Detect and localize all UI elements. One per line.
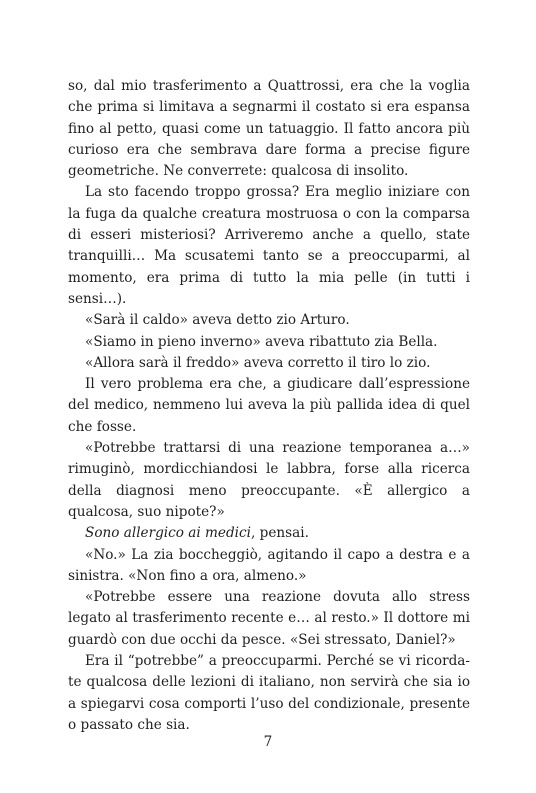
paragraph: «Siamo in pieno inverno» aveva ribattuto zia Bella. — [85, 333, 438, 350]
paragraph: «Potrebbe trattarsi di una reazione temporanea a…» rimuginò, mordicchiandosi le labbra, forse alla ricerca della diagnosi meno preoccupante. «È allergico a qualcosa, suo nipote?» — [68, 440, 470, 520]
italic-thought: Sono allergico ai medici — [85, 525, 251, 542]
paragraph: Il vero problema era che, a giudicare dall’espressione del medico, nemmeno lui aveva la più pallida idea di quel che fosse. — [68, 376, 470, 435]
thought-tail: , pensai. — [251, 525, 309, 542]
paragraph: «Sarà il caldo» aveva detto zio Arturo. — [85, 312, 350, 329]
paragraph: La sto facendo troppo grossa? Era meglio iniziare con la fuga da qualche creatura mostruosa o con la comparsa di esseri misteriosi? Arriveremo anche a quello, state tranquilli… Ma scusatemi tanto se a preoccuparmi, al momento, era prima di tutto la mia pelle (in tutti i sensi…). — [68, 184, 470, 307]
page-number: 7 — [263, 734, 273, 750]
paragraph: «Allora sarà il freddo» aveva corretto il tiro lo zio. — [85, 354, 431, 371]
paragraph: Era il “potrebbe” a preoccuparmi. Perché se vi ricordate qualcosa delle lezioni di italiano, non servirà che sia io a spiegarvi cosa comporti l’uso del condizionale, presente o passato che sia. — [68, 653, 470, 733]
paragraph: so, dal mio trasferimento a Quattrossi, era che la voglia che prima si limitava a segnarmi il costato si era espansa fino al petto, quasi come un tatuaggio. Il fatto ancora più curioso era che sembrava dare forma a precise figure geometriche. Ne converrete: qualcosa di insolito. — [68, 78, 470, 180]
body-text — [68, 76, 470, 736]
paragraph: «No.» La zia boccheggiò, agitando il capo a destra e a sinistra. «Non fino a ora, almeno.» — [68, 546, 470, 584]
paragraph — [68, 523, 470, 544]
paragraph: «Potrebbe essere una reazione dovuta allo stress legato al trasferimento recente e… al resto.» Il dottore mi guardò con due occhi da pesce. «Sei stressato, Daniel?» — [68, 589, 470, 648]
